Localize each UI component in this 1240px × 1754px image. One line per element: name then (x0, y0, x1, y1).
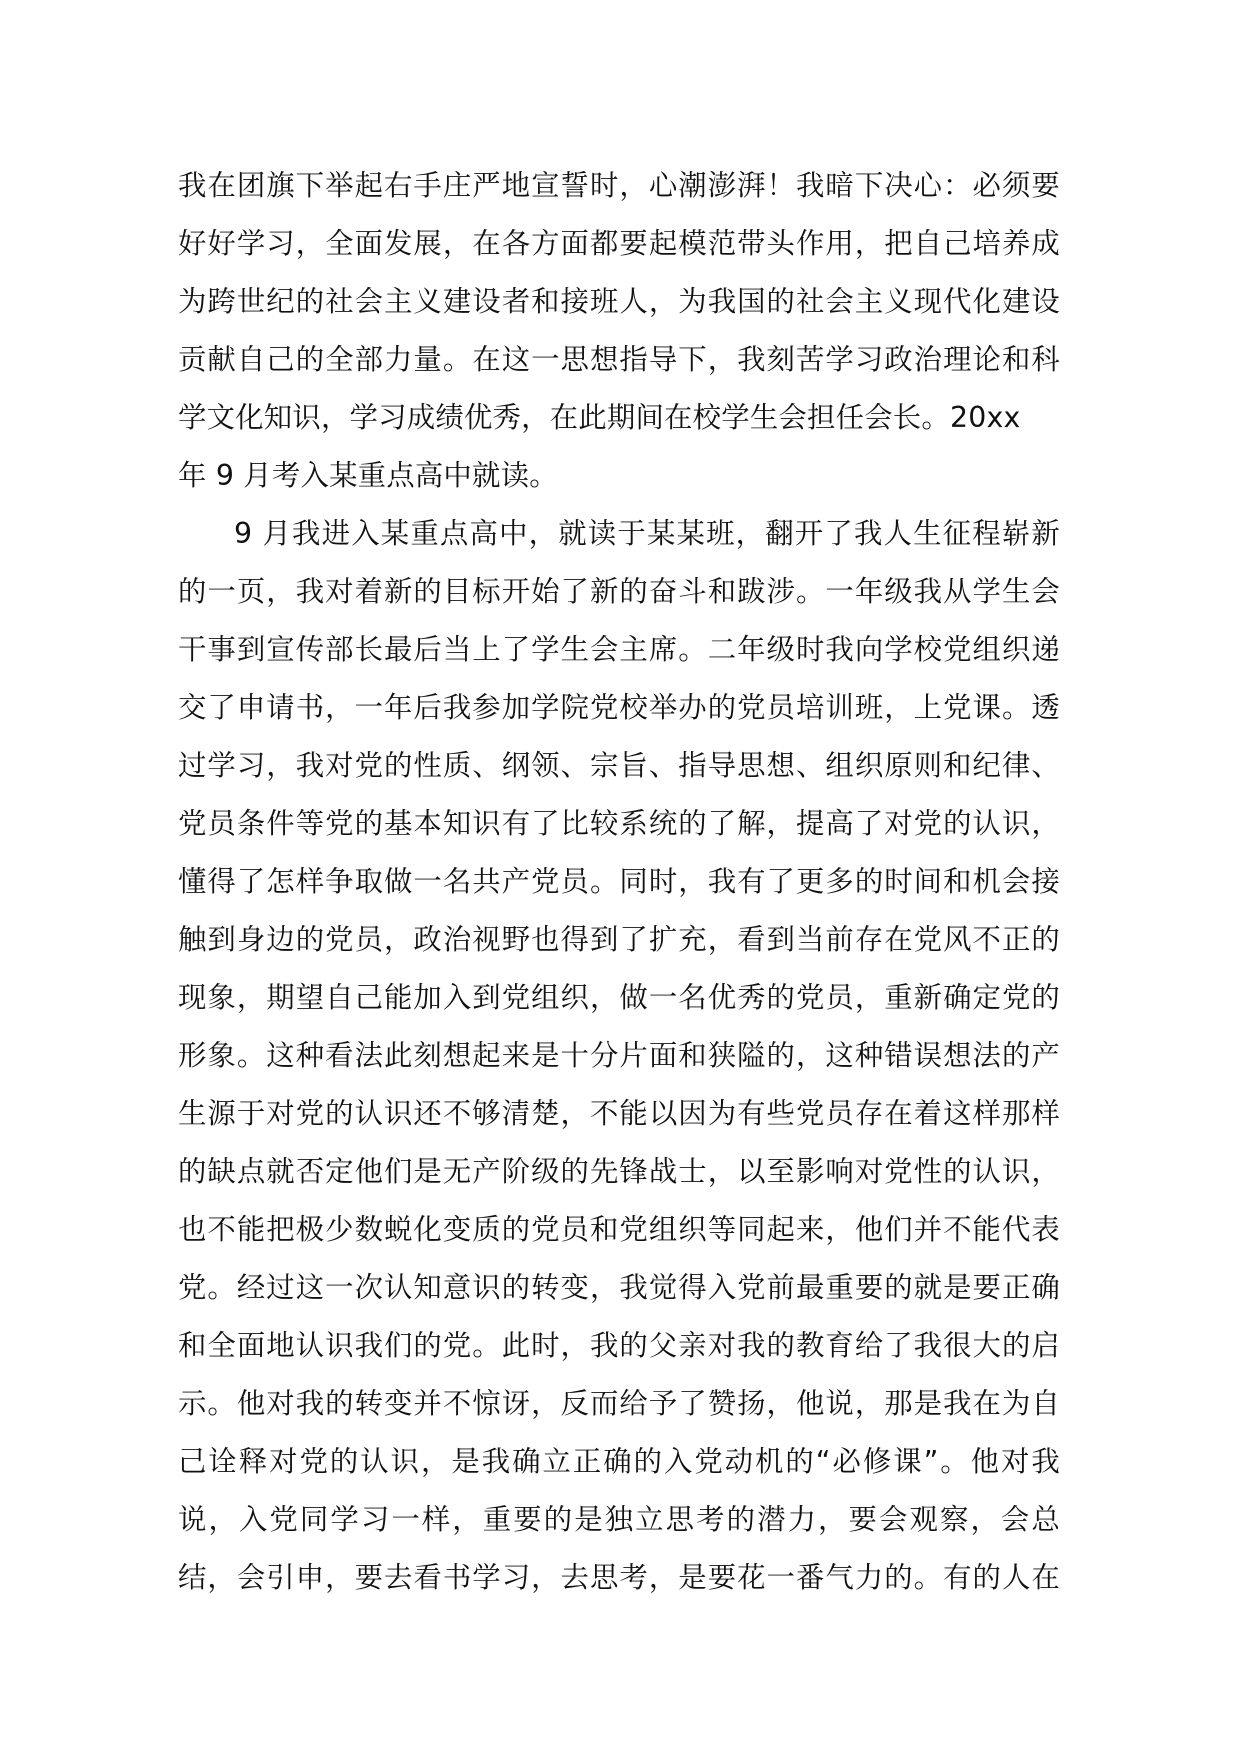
text-line: 结，会引申，要去看书学习，去思考，是要花一番气力的。有的人在 (178, 1561, 1060, 1594)
paragraph-first-line: 9 月我进入某重点高中，就读于某某班，翻开了我人生征程崭新 (234, 517, 1060, 550)
text-line: 我在团旗下举起右手庄严地宣誓时，心潮澎湃！我暗下决心：必须要 (178, 169, 1060, 202)
text-line: 过学习，我对党的性质、纲领、宗旨、指导思想、组织原则和纪律、 (178, 749, 1060, 782)
text-line: 的一页，我对着新的目标开始了新的奋斗和跋涉。一年级我从学生会 (178, 575, 1060, 608)
text-line: 和全面地认识我们的党。此时，我的父亲对我的教育给了我很大的启 (178, 1329, 1060, 1362)
text-line: 干事到宣传部长最后当上了学生会主席。二年级时我向学校党组织递 (178, 633, 1060, 666)
text-line: 交了申请书，一年后我参加学院党校举办的党员培训班，上党课。透 (178, 691, 1060, 724)
text-line: 己诠释对党的认识，是我确立正确的入党动机的“必修课”。他对我 (178, 1445, 1060, 1478)
body-text (178, 161, 1060, 1611)
text-line: 形象。这种看法此刻想起来是十分片面和狭隘的，这种错误想法的产 (178, 1039, 1060, 1072)
text-line: 现象，期望自己能加入到党组织，做一名优秀的党员，重新确定党的 (178, 981, 1060, 1014)
text-line: 懂得了怎样争取做一名共产党员。同时，我有了更多的时间和机会接 (178, 865, 1060, 898)
text-line: 贡献自己的全部力量。在这一思想指导下，我刻苦学习政治理论和科 (178, 343, 1060, 376)
text-line: 生源于对党的认识还不够清楚，不能以因为有些党员存在着这样那样 (178, 1097, 1060, 1130)
text-line: 学文化知识，学习成绩优秀，在此期间在校学生会担任会长。20xx (178, 401, 1021, 434)
text-line: 的缺点就否定他们是无产阶级的先锋战士，以至影响对党性的认识， (178, 1155, 1060, 1188)
text-line: 说，入党同学习一样，重要的是独立思考的潜力，要会观察，会总 (178, 1503, 1060, 1536)
text-line: 触到身边的党员，政治视野也得到了扩充，看到当前存在党风不正的 (178, 923, 1060, 956)
text-line: 党员条件等党的基本知识有了比较系统的了解，提高了对党的认识， (178, 807, 1060, 840)
text-line: 也不能把极少数蜕化变质的党员和党组织等同起来，他们并不能代表 (178, 1213, 1060, 1246)
text-line: 年 9 月考入某重点高中就读。 (178, 459, 558, 492)
text-line: 党。经过这一次认知意识的转变，我觉得入党前最重要的就是要正确 (178, 1271, 1060, 1304)
text-line: 好好学习，全面发展，在各方面都要起模范带头作用，把自己培养成 (178, 227, 1060, 260)
text-line: 示。他对我的转变并不惊讶，反而给予了赞扬，他说，那是我在为自 (178, 1387, 1060, 1420)
text-line: 为跨世纪的社会主义建设者和接班人，为我国的社会主义现代化建设 (178, 285, 1060, 318)
